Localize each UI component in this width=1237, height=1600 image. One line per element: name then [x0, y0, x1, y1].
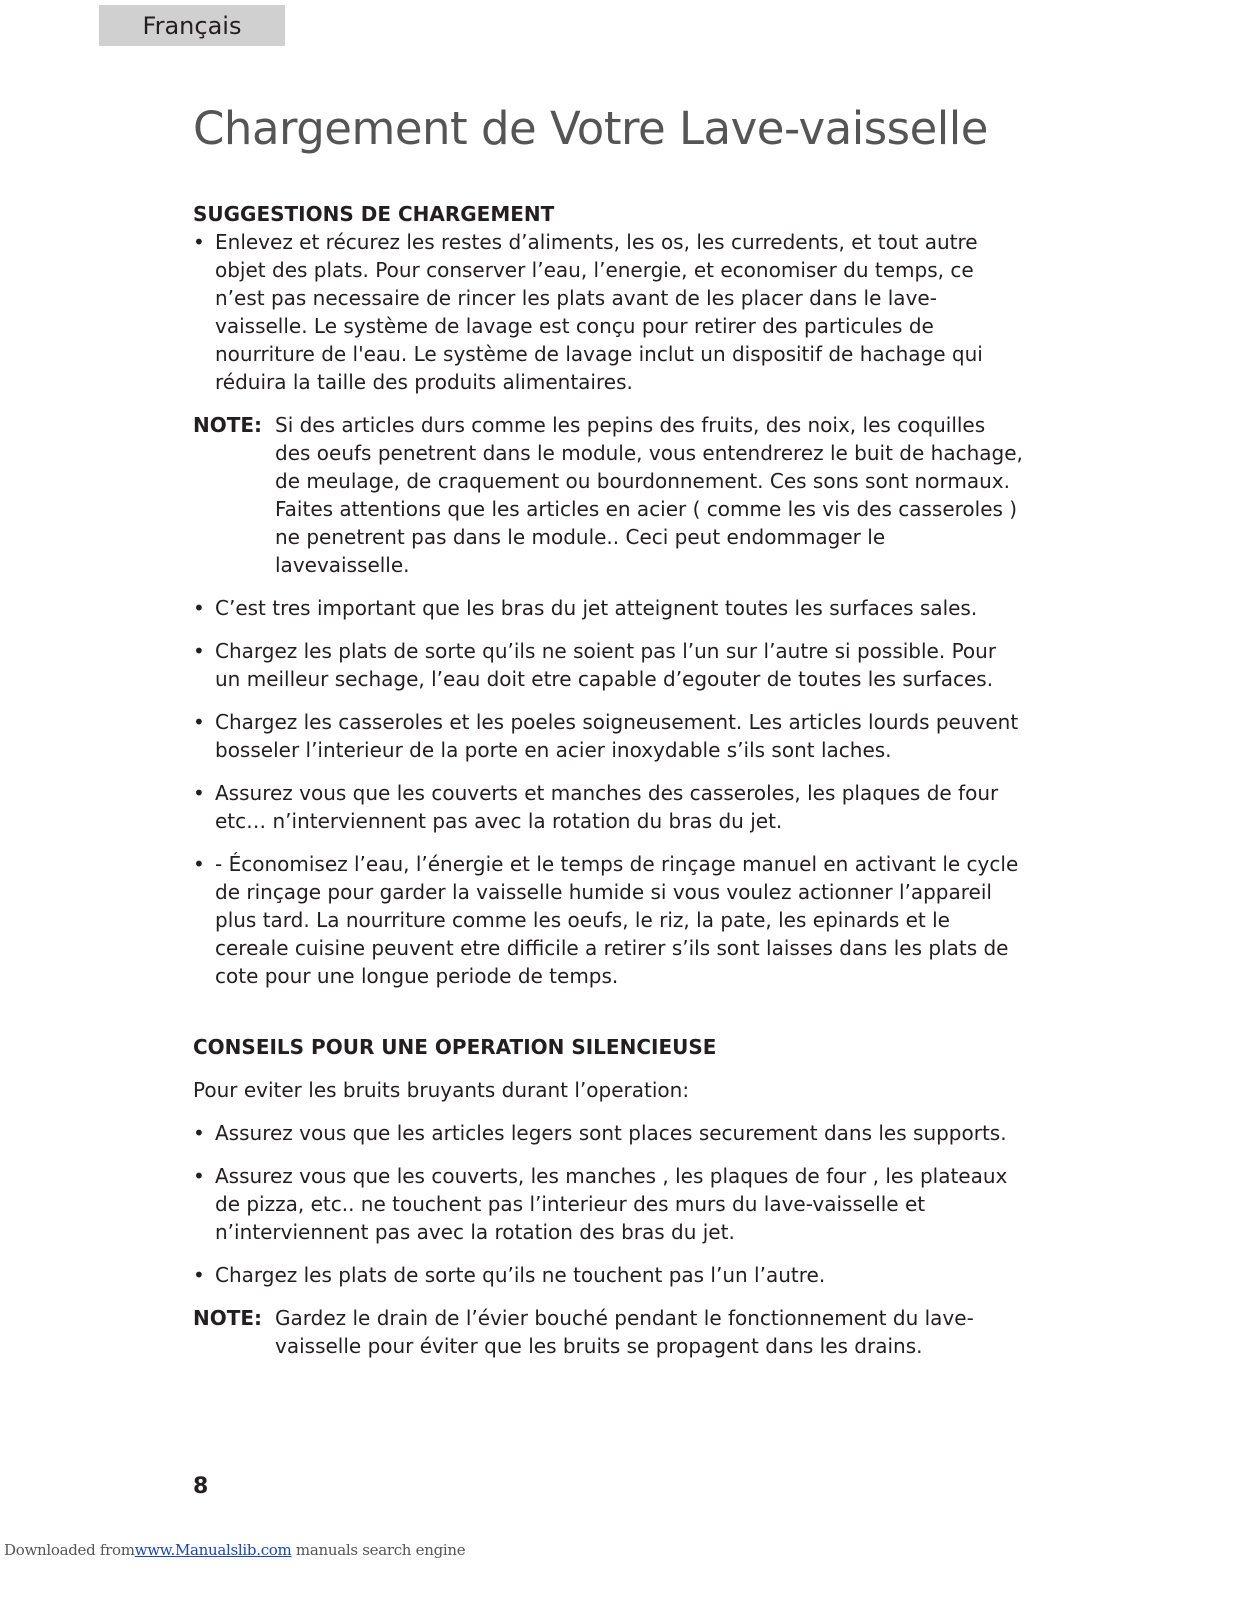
list-item-text: - Économisez l’eau, l’énergie et le temps de rinçage manuel en activant le cycle de rinçage pour garder la vaisselle humide si vous voulez actionner l’appareil plus tard. La nourriture comme les oeufs, le riz, la pate, les epinards et le cereale cuisine peuvent etre difficile a retirer s’ils sont laisses dans les plats de cote pour une longue periode de temps.: [215, 852, 1019, 988]
section-intro: Pour eviter les bruits bruyants durant l’operation:: [193, 1078, 690, 1102]
bullet-icon: •: [193, 596, 205, 620]
note-text: Si des articles durs comme les pepins des fruits, des noix, les coquilles des oeufs penetrent dans le module, vous entendrerez le buit de hachage, de meulage, de craquement ou bourdonnement. Ces sons sont normaux. Faites attentions que les articles en acier ( comme les vis des casseroles ) ne penetrent pas dans le module.. Ceci peut endommager le lavevaisselle.: [275, 413, 1023, 577]
list-item-text: C’est tres important que les bras du jet atteignent toutes les surfaces sales.: [215, 596, 978, 620]
bullet-icon: •: [193, 1164, 205, 1188]
list-item: [193, 1261, 1023, 1289]
bullet-icon: •: [193, 1121, 205, 1145]
list-item: [193, 1162, 1023, 1246]
list-item-text: Chargez les plats de sorte qu’ils ne soient pas l’un sur l’autre si possible. Pour un meilleur sechage, l’eau doit etre capable d’egouter de toutes les surfaces.: [215, 639, 997, 691]
download-footer: [4, 1541, 465, 1559]
bullet-icon: •: [193, 781, 205, 805]
page-title: Chargement de Votre Lave-vaisselle: [193, 102, 988, 155]
list-item-text: Chargez les casseroles et les poeles soigneusement. Les articles lourds peuvent bosseler l’interieur de la porte en acier inoxydable s’ils sont laches.: [215, 710, 1019, 762]
list-item: [193, 594, 1023, 622]
bullet-icon: •: [193, 639, 205, 663]
bullet-icon: •: [193, 852, 205, 876]
section-heading-loading: SUGGESTIONS DE CHARGEMENT: [193, 202, 555, 226]
note-text: Gardez le drain de l’évier bouché pendant le fonctionnement du lave-vaisselle pour éviter que les bruits se propagent dans les drains.: [275, 1306, 974, 1358]
note-block: [193, 411, 1023, 579]
list-item: [193, 1119, 1023, 1147]
note-label: NOTE:: [193, 413, 263, 437]
page-number: 8: [193, 1474, 209, 1499]
footer-prefix: Downloaded from: [4, 1541, 135, 1559]
bullet-icon: •: [193, 710, 205, 734]
list-item-text: Assurez vous que les articles legers sont places securement dans les supports.: [215, 1121, 1007, 1145]
list-item: [193, 708, 1023, 764]
list-item: [193, 228, 1023, 396]
list-item-text: Chargez les plats de sorte qu’ils ne touchent pas l’un l’autre.: [215, 1263, 826, 1287]
list-item: [193, 779, 1023, 835]
page-content: [193, 200, 1023, 1360]
list-item: [193, 637, 1023, 693]
footer-suffix: manuals search engine: [291, 1541, 466, 1559]
note-block: [193, 1304, 1023, 1360]
bullet-icon: •: [193, 1263, 205, 1287]
list-item-text: Assurez vous que les couverts et manches des casseroles, les plaques de four etc… n’interviennent pas avec la rotation du bras du jet.: [215, 781, 999, 833]
bullet-icon: •: [193, 230, 205, 254]
section-heading-quiet: CONSEILS POUR UNE OPERATION SILENCIEUSE: [193, 1035, 717, 1059]
list-item: [193, 850, 1023, 990]
note-label: NOTE:: [193, 1306, 263, 1330]
manualslib-link[interactable]: www.Manualslib.com: [134, 1541, 292, 1559]
list-item-text: Assurez vous que les couverts, les manches , les plaques de four , les plateaux de pizza, etc.. ne touchent pas l’interieur des murs du lave-vaisselle et n’interviennent pas avec la rotation des bras du jet.: [215, 1164, 1008, 1244]
language-tab: Français: [99, 5, 285, 46]
list-item-text: Enlevez et récurez les restes d’aliments, les os, les curredents, et tout autre objet des plats. Pour conserver l’eau, l’energie, et economiser du temps, ce n’est pas necessaire de rincer les plats avant de les placer dans le lave-vaisselle. Le système de lavage est conçu pour retirer des particules de nourriture de l'eau. Le système de lavage inclut un dispositif de hachage qui réduira la taille des produits alimentaires.: [215, 230, 983, 394]
